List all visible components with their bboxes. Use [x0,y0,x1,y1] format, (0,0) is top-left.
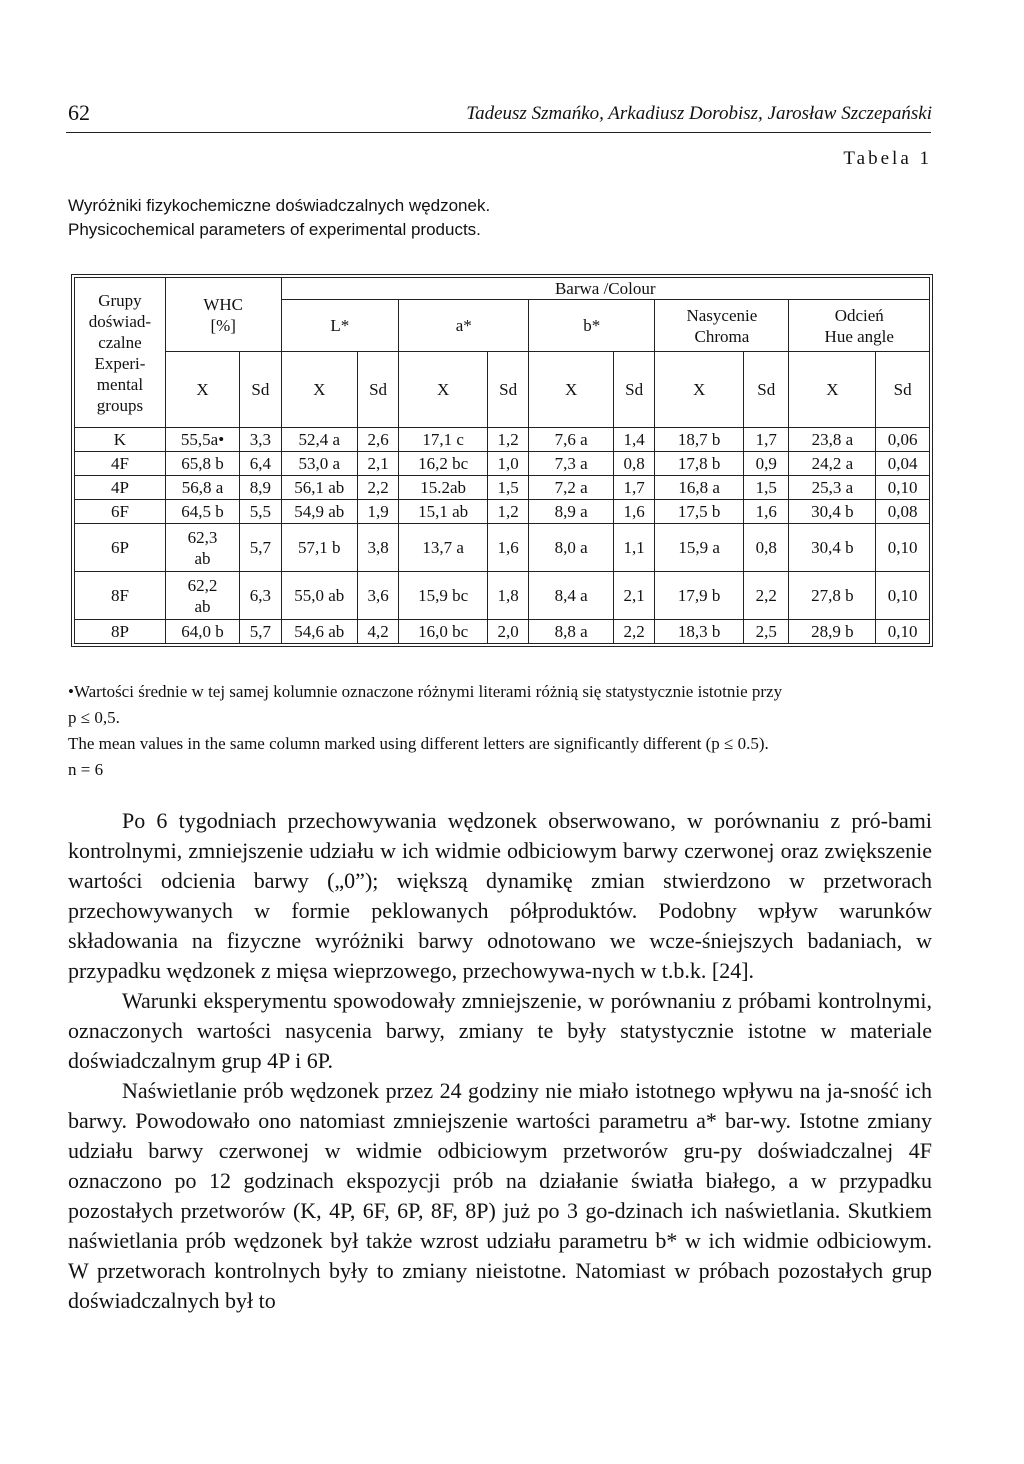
table-row [75,452,930,476]
group-cell: 8P [75,620,166,644]
whc-x-header: X [165,352,239,428]
colour-header: Barwa /Colour [281,278,929,300]
table-head [75,278,930,428]
b-sd-cell: 2,1 [613,572,654,620]
l-sd-cell: 3,6 [357,572,398,620]
l-sd-cell: 2,2 [357,476,398,500]
table-row [75,620,930,644]
b-x-cell: 7,3 a [529,452,614,476]
chroma-sd-cell: 1,5 [744,476,789,500]
hue-x-cell: 23,8 a [789,428,876,452]
hue-x-cell: 24,2 a [789,452,876,476]
footnote-en: The mean values in the same column marked using different letters are significantly different (p ≤ 0.5). [68,734,769,753]
group-cell: 4P [75,476,166,500]
footnote-pl-line1: •Wartości średnie w tej samej kolumnie oznaczone różnymi literami różnią się statystycznie istotnie przy [68,682,783,701]
chroma-sd-cell: 0,9 [744,452,789,476]
a-sd-cell: 1,0 [488,452,529,476]
a-x-cell: 15.2ab [399,476,488,500]
a-header: a* [399,300,529,352]
l-x-cell: 52,4 a [281,428,357,452]
b-x-cell: 8,9 a [529,500,614,524]
b-sd-cell: 2,2 [613,620,654,644]
l-sd-cell: 2,1 [357,452,398,476]
b-x-cell: 8,8 a [529,620,614,644]
whc-sd-cell: 8,9 [240,476,281,500]
chroma-x-cell: 17,5 b [655,500,744,524]
table-row [75,428,930,452]
whc-sd-cell: 3,3 [240,428,281,452]
b-sd-cell: 0,8 [613,452,654,476]
hue-x-header: X [789,352,876,428]
whc-x-cell: 62,2 ab [165,572,239,620]
group-cell: 4F [75,452,166,476]
b-sd-cell: 1,7 [613,476,654,500]
l-sd-cell: 3,8 [357,524,398,572]
chroma-x-cell: 17,8 b [655,452,744,476]
group-cell: 6P [75,524,166,572]
chroma-x-header: X [655,352,744,428]
hue-x-cell: 28,9 b [789,620,876,644]
l-sd-cell: 4,2 [357,620,398,644]
groups-header: Grupy doświad- czalne Experi- mental groups [75,278,166,428]
l-x-cell: 55,0 ab [281,572,357,620]
chroma-sd-cell: 0,8 [744,524,789,572]
a-x-header: X [399,352,488,428]
a-sd-cell: 2,0 [488,620,529,644]
footnote-n: n = 6 [68,760,104,779]
a-x-cell: 13,7 a [399,524,488,572]
chroma-sd-cell: 2,5 [744,620,789,644]
a-sd-cell: 1,2 [488,428,529,452]
b-x-cell: 8,4 a [529,572,614,620]
l-sd-header: Sd [357,352,398,428]
whc-x-cell: 64,5 b [165,500,239,524]
whc-header: WHC [%] [165,278,281,352]
chroma-sd-cell: 1,7 [744,428,789,452]
chroma-header: Nasycenie Chroma [655,300,789,352]
l-x-cell: 53,0 a [281,452,357,476]
b-x-cell: 8,0 a [529,524,614,572]
a-sd-cell: 1,6 [488,524,529,572]
whc-x-cell: 64,0 b [165,620,239,644]
l-x-cell: 54,9 ab [281,500,357,524]
whc-sd-cell: 5,7 [240,524,281,572]
paragraph: Naświetlanie prób wędzonek przez 24 godziny nie miało istotnego wpływu na ja-sność ich barwy. Powodowało ono natomiast zmniejszenie wartości parametru a* bar-wy. Istotne zmiany udziału barwy czerwonej w widmie odbiciowym przetworów gru-py doświadczalnej 4F oznaczono po 12 godzinach ekspozycji prób na działanie światła białego, a w przypadku pozostałych przetworów (K, 4P, 6F, 6P, 8F, 8P) już po 3 go-dzinach ich naświetlania. Skutkiem naświetlania prób wędzonek był także wzrost udziału parametru b* w ich widmie odbiciowym. W przetworach kontrolnych były to zmiany nieistotne. Natomiast w próbach pozostałych grup doświadczalnych był to [68,1078,932,1313]
whc-x-cell: 55,5a• [165,428,239,452]
whc-sd-cell: 5,7 [240,620,281,644]
b-sd-cell: 1,1 [613,524,654,572]
hue-sd-cell: 0,10 [876,476,930,500]
l-x-cell: 57,1 b [281,524,357,572]
table-row [75,572,930,620]
a-x-cell: 15,1 ab [399,500,488,524]
table-row [75,476,930,500]
chroma-sd-cell: 1,6 [744,500,789,524]
hue-sd-cell: 0,06 [876,428,930,452]
table-body [75,428,930,644]
whc-x-cell: 62,3 ab [165,524,239,572]
l-sd-cell: 2,6 [357,428,398,452]
hue-sd-cell: 0,10 [876,620,930,644]
b-sd-cell: 1,6 [613,500,654,524]
page-number: 62 [68,100,90,125]
hue-sd-cell: 0,10 [876,572,930,620]
b-x-cell: 7,6 a [529,428,614,452]
whc-x-cell: 56,8 a [165,476,239,500]
table-caption-en: Physicochemical parameters of experimental products. [68,220,481,239]
b-sd-cell: 1,4 [613,428,654,452]
table-row [75,524,930,572]
b-header: b* [529,300,655,352]
l-x-header: X [281,352,357,428]
l-x-cell: 56,1 ab [281,476,357,500]
a-x-cell: 16,0 bc [399,620,488,644]
a-sd-cell: 1,8 [488,572,529,620]
hue-sd-cell: 0,04 [876,452,930,476]
table-caption-pl: Wyróżniki fizykochemiczne doświadczalnych wędzonek. [68,196,491,215]
a-sd-header: Sd [488,352,529,428]
a-x-cell: 15,9 bc [399,572,488,620]
hue-sd-cell: 0,10 [876,524,930,572]
b-sd-header: Sd [613,352,654,428]
group-cell: 8F [75,572,166,620]
b-x-cell: 7,2 a [529,476,614,500]
chroma-x-cell: 15,9 a [655,524,744,572]
chroma-sd-header: Sd [744,352,789,428]
chroma-x-cell: 18,7 b [655,428,744,452]
whc-x-cell: 65,8 b [165,452,239,476]
chroma-x-cell: 18,3 b [655,620,744,644]
whc-sd-header: Sd [240,352,281,428]
hue-x-cell: 30,4 b [789,524,876,572]
chroma-sd-cell: 2,2 [744,572,789,620]
hue-sd-cell: 0,08 [876,500,930,524]
chroma-x-cell: 16,8 a [655,476,744,500]
hue-header: Odcień Hue angle [789,300,930,352]
table-number: Tabela 1 [843,148,932,169]
whc-sd-cell: 5,5 [240,500,281,524]
header-rule [66,132,931,133]
paragraph: Po 6 tygodniach przechowywania wędzonek obserwowano, w porównaniu z pró-bami kontrolnymi, zmniejszenie udziału w ich widmie odbiciowym barwy czerwonej oraz zwiększenie wartości odcienia barwy („0”); większą dynamikę zmian stwierdzono w przetworach przechowywanych w formie peklowanych półproduktów. Podobny wpływ warunków składowania na fizyczne wyróżniki barwy odnotowano we wcze-śniejszych badaniach, w przypadku wędzonek z mięsa wieprzowego, przechowywa-nych w t.b.k. [24]. [68,808,932,983]
table-row [75,500,930,524]
chroma-x-cell: 17,9 b [655,572,744,620]
a-x-cell: 17,1 c [399,428,488,452]
hue-x-cell: 30,4 b [789,500,876,524]
hue-x-cell: 27,8 b [789,572,876,620]
paragraph: Warunki eksperymentu spowodowały zmniejszenie, w porównaniu z próbami kontrolnymi, oznaczonych wartości nasycenia barwy, zmiany te były statystycznie istotne w materiale doświadczalnym grup 4P i 6P. [68,988,932,1073]
group-cell: 6F [75,500,166,524]
parameters-table [74,277,930,644]
a-sd-cell: 1,2 [488,500,529,524]
whc-sd-cell: 6,3 [240,572,281,620]
hue-x-cell: 25,3 a [789,476,876,500]
b-x-header: X [529,352,614,428]
l-sd-cell: 1,9 [357,500,398,524]
a-x-cell: 16,2 bc [399,452,488,476]
hue-sd-header: Sd [876,352,930,428]
group-cell: K [75,428,166,452]
footnote-pl-line2: p ≤ 0,5. [68,708,120,727]
running-head: Tadeusz Szmańko, Arkadiusz Dorobisz, Jarosław Szczepański [466,103,932,124]
whc-sd-cell: 6,4 [240,452,281,476]
l-x-cell: 54,6 ab [281,620,357,644]
a-sd-cell: 1,5 [488,476,529,500]
l-header: L* [281,300,399,352]
body-text [68,806,932,1316]
